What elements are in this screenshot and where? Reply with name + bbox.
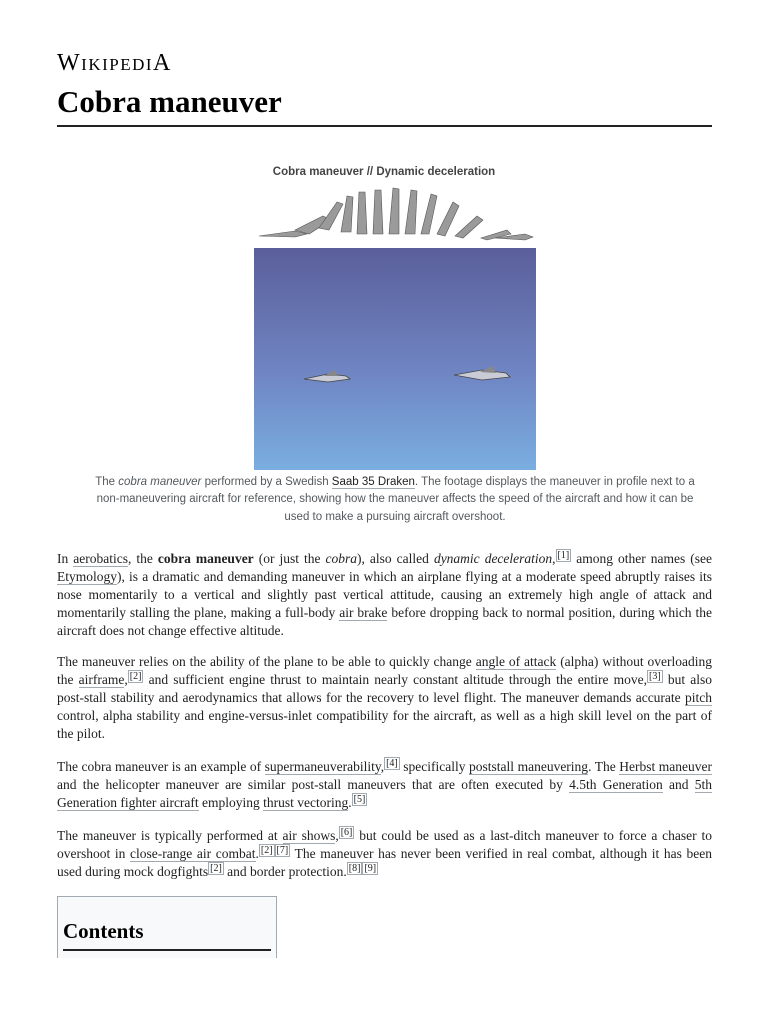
paragraph-supermaneuverability xyxy=(57,758,712,812)
jet-silhouette-1 xyxy=(259,231,307,237)
citation-4[interactable]: [4] xyxy=(386,757,398,769)
link-pitch[interactable]: pitch xyxy=(685,690,712,705)
video-caption xyxy=(86,474,704,526)
maneuver-video-frame[interactable] xyxy=(250,248,540,470)
citation-1[interactable]: [1] xyxy=(557,549,570,561)
text: The maneuver has never been verified in real combat, although it has been used during mock dogfights xyxy=(57,846,713,879)
jet-silhouette-8 xyxy=(405,190,417,234)
text: but also post-stall stability and aerodynamics that allows for the recovery to level flight. The maneuver demands accurate xyxy=(57,672,712,705)
text: , xyxy=(552,551,556,566)
jet-silhouette-9 xyxy=(421,194,437,234)
text: and border protection. xyxy=(223,864,347,879)
text: In xyxy=(57,551,74,566)
contents-divider xyxy=(63,949,271,951)
wordmark-w: W xyxy=(57,50,82,76)
text: specifically xyxy=(399,759,470,774)
citation-7[interactable]: [7] xyxy=(276,844,289,856)
text: but could be used as a last-ditch maneuver to force a chaser to overshoot in xyxy=(57,828,713,861)
citation-6[interactable]: [6] xyxy=(340,826,353,838)
text: ), also called xyxy=(357,551,434,566)
text: employing xyxy=(198,795,264,810)
text: The cobra maneuver is an example of xyxy=(57,759,265,774)
text: ), is a dramatic and demanding maneuver in which an airplane flying at a moderate speed abruptly raises its nose momentarily to a vertical and slightly past vertical attitude, causing an extremely high angle of attack and momentarily stalling the plane, making a full-body xyxy=(57,569,712,620)
text: , xyxy=(124,672,128,687)
contents-heading: Contents xyxy=(63,919,144,943)
text: . The xyxy=(588,759,620,774)
jet-silhouette-10 xyxy=(437,202,459,236)
text: , xyxy=(335,828,339,843)
text: , xyxy=(380,759,385,774)
caption-text: The xyxy=(95,476,119,488)
jet-silhouette-5 xyxy=(357,192,367,234)
citation-9[interactable]: [9] xyxy=(364,862,377,874)
link-aerobatics[interactable]: aerobatics xyxy=(73,551,128,566)
maneuver-sequence-image[interactable] xyxy=(255,186,535,242)
citation-2[interactable]: [2] xyxy=(260,844,273,856)
italic-term: cobra xyxy=(325,551,358,566)
wordmark-middle: IKIPEDI xyxy=(81,55,154,74)
paragraph-usage xyxy=(57,827,712,881)
text: before dropping back to normal position, during which the aircraft does not change effective altitude. xyxy=(57,605,713,638)
text: (or just the xyxy=(253,551,326,566)
citation-2[interactable]: [2] xyxy=(129,670,142,682)
link-herbst-maneuver[interactable]: Herbst maneuver xyxy=(619,759,712,774)
citation-8[interactable]: [8] xyxy=(348,862,361,874)
text: . xyxy=(255,846,259,861)
caption-text: . The footage displays the maneuver in profile next to a non-maneuvering aircraft for reference, showing how the maneuver affects the speed of the aircraft and how it can be used to make a pursuing aircraft overshoot. xyxy=(96,476,695,523)
text: among other names (see xyxy=(571,551,713,566)
italic-term: dynamic deceleration xyxy=(433,551,553,566)
text: control, alpha stability and engine-versus-inlet compatibility for the aircraft, as well as a high skill level on the part of the pilot. xyxy=(57,708,712,741)
link-close-range-air-combat[interactable]: close-range air combat xyxy=(130,846,256,861)
link-poststall-maneuvering[interactable]: poststall maneuvering xyxy=(469,759,589,774)
link-4-5th-generation[interactable]: 4.5th Generation xyxy=(569,777,663,792)
text: and xyxy=(662,777,695,792)
citation-2[interactable]: [2] xyxy=(210,862,222,874)
infobox-caption-title: Cobra maneuver // Dynamic deceleration xyxy=(272,166,496,178)
link-air-brake[interactable]: air brake xyxy=(339,605,388,620)
paragraph-intro xyxy=(57,550,712,640)
link-thrust-vectoring[interactable]: thrust vectoring xyxy=(263,795,349,810)
text: (alpha) without overloading the xyxy=(57,654,712,687)
link-supermaneuverability[interactable]: supermaneuverability xyxy=(264,759,381,774)
citation-5[interactable]: [5] xyxy=(353,793,366,805)
link-5th-generation-fighter[interactable]: 5th Generation fighter aircraft xyxy=(57,777,712,810)
wikipedia-wordmark[interactable] xyxy=(57,50,172,77)
link-angle-of-attack[interactable]: angle of attack xyxy=(475,654,557,669)
caption-italic: cobra maneuver xyxy=(118,476,202,488)
text: . xyxy=(348,795,352,810)
page-title: Cobra maneuver xyxy=(57,84,282,119)
text: The maneuver is typically performed at xyxy=(57,828,283,843)
bold-term: cobra maneuver xyxy=(157,551,254,566)
link-airframe[interactable]: airframe xyxy=(78,672,125,687)
jet-silhouette-6 xyxy=(373,190,383,234)
link-saab-35-draken[interactable]: Saab 35 Draken xyxy=(331,476,415,488)
page-bottom-area xyxy=(0,958,768,1024)
caption-text: performed by a Swedish xyxy=(201,476,332,488)
text: and the helicopter maneuver are similar post-stall maneuvers that are often executed by xyxy=(57,777,570,792)
jet-silhouette-4 xyxy=(341,196,353,232)
jet-silhouette-11 xyxy=(455,216,483,238)
link-air-shows[interactable]: air shows xyxy=(282,828,336,843)
text: , the xyxy=(128,551,158,566)
paragraph-requirements xyxy=(57,653,712,743)
wordmark-a: A xyxy=(153,50,172,76)
jet-silhouette-7 xyxy=(389,188,399,234)
citation-3[interactable]: [3] xyxy=(649,670,661,682)
title-divider xyxy=(57,125,712,127)
table-of-contents xyxy=(57,896,277,967)
text: The maneuver relies on the ability of the plane to be able to quickly change xyxy=(57,654,476,669)
text: and sufficient engine thrust to maintain nearly constant altitude through the entire move, xyxy=(143,672,647,687)
link-etymology[interactable]: Etymology xyxy=(57,569,117,584)
